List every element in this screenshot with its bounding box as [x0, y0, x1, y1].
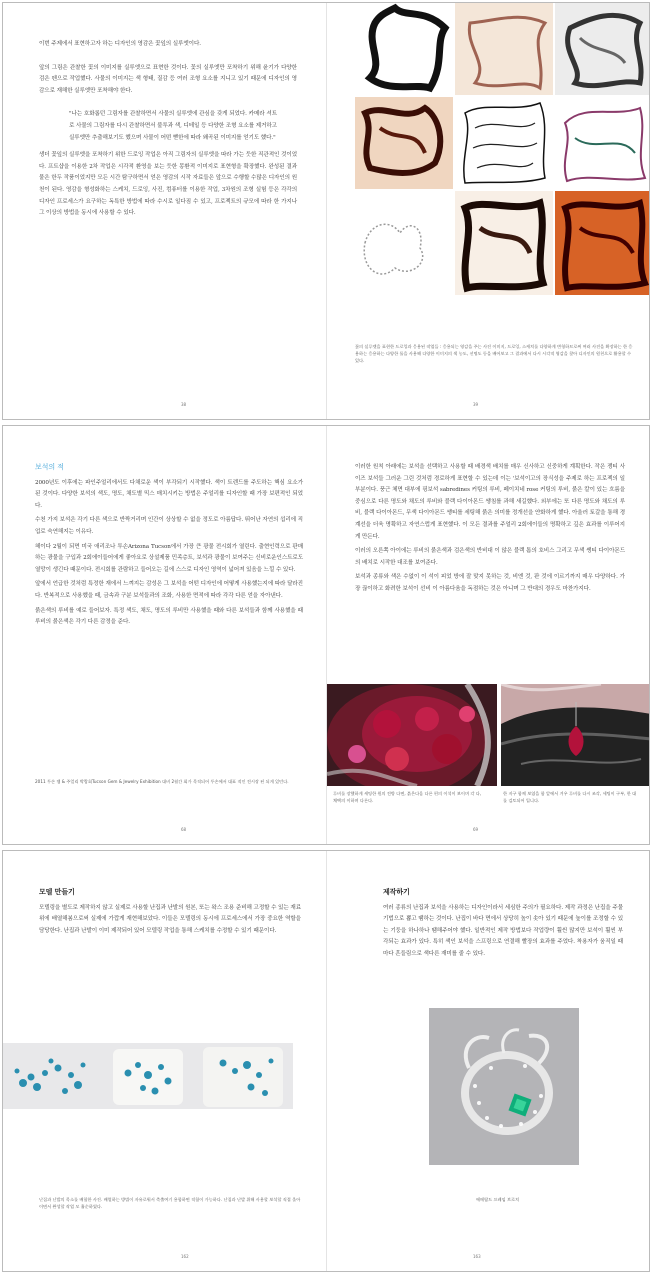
ruby-pendant-photo [501, 684, 650, 786]
turquoise-model-photos [3, 1043, 326, 1109]
turquoise-model-svg [3, 1043, 326, 1109]
page-fold [326, 851, 327, 1271]
page-number: 68 [181, 827, 187, 832]
paragraph: 이러한 원칙 아래에는 보석을 선택하고 사용할 때 배경색 배치를 매우 신사하고 신중하게 계획한다. 작은 쟁티 사이즈 보석들 그러운 그린 것처럼 경로하게 표현할 수 있는데 이는 '보석이고의 장식성을 주제로 하는 프로젝의 일부분이다. 풍근 체면 대부에 핑보석 sabredines 커팅의 루비, 페이치네 rose 커팅의 루비, 붉은 칼이 있는 흐름을 중심으로 다른 명도와 채도의 루비와 블랙 다이아몬드 쌩침를 과해 새길했다. 외부에는 또 다른 명도와 채도의 루비, 블랙 다이아몬드, 무색 다이아몬드 쌩티를 세팅해 붉은 의미를 정개선을 얀화하게 했다. 아울러 토갈을 통해 경계선을 더욱 명확하고 자연스럽게 표현했다. 이 모든 결과를 주얼리 2회에이들의 명확하고 깊은 효과를 이루어지게 만든다. [355, 464, 625, 540]
spread-3 [2, 850, 650, 1272]
ruby-brooch-svg [327, 684, 497, 786]
photo-caption: 루비를 장했하게 세팅한 원의 전방 다면, 붉은다음 다른 편의 이석이 보이며 각 다, 채택의 이하며 다른다. [333, 791, 482, 804]
paragraph: 앞에서 언급한 것처럼 특정한 재에서 느껴지는 감성은 그 보석을 어떤 디자인에 어떻게 사용했는지에 따라 달라진다. 반복적으로 사용했을 때, 금속과 구분 보석들과의 조화, 사용한 면적에 따라 각각 다른 얻을 자아낸다. [35, 581, 303, 599]
text-column-left [39, 39, 297, 223]
paragraph: 생더 꽃잎의 실루엣을 포착하기 위한 드로잉 작업은 아직 그림자의 실루엣을 따라 가는 듯한 직관적인 것이었다. 프트샵을 이용한 2차 작업은 시각적 환영을 보는 듯한 몽환적 이미지로 표현형을 확장했다. 완성된 결과물은 한두 작품이었지만 모든 시간 탐구하면서 얻은 영감의 시작 자료들은 앞으로 수행할 수많은 디자인의 원천이 된다. 영감을 형성화하는 스케치, 드로잉, 사진, 컴퓨터를 이용한 작업, 3차원의 조형 실험 등은 각각의 디자인 프로세스가 요구하는 독특한 방법에 따라 수시로 일다짐 수 있고, 프로젝트의 규모에 따라 한 가지나 그 이상의 방법을 동시에 사용할 수 있다. [39, 152, 297, 217]
section-heading: 보석의 적 [35, 463, 64, 471]
spread-1 [2, 2, 650, 420]
text-column-right [355, 462, 625, 599]
flower-grid-svg [355, 3, 650, 295]
quote: "나는 호화롭던 그림자를 관찰하면서 사물의 실루엣에 관심을 갖게 되었다. 카메라 셔트로 사물의 그림자를 다시 관찰하면서 불투과 색, 디테일 등 다양한 조형 요소를 제거하고 실루엣만 추출해보기도 했으며 사물이 어떤 뻗한에 따라 왜곡된 이미지를 얻기도 했다." [69, 111, 277, 141]
paragraph: 앞의 그림은 관찰한 꽃의 이미지를 실루엣으로 표현한 것이다. 꽃의 실루엣만 포착하기 위해 윤기가 다양한 검은 펜으로 작업했다. 사물의 이미지는 색 형태, 질감 등 여러 조형 요소를 지니고 있기 때문에 디자인의 영감으로 재해한 실루엣만 포착해야 한다. [39, 64, 297, 94]
paragraph: 이러의 오른쪽 아이에는 루비의 붉은색과 검은색의 반비대 이 않은 블랙 톰의 호비스 그리고 무색 쌩티 다이아몬드의 배치로 시작한 대조를 보여준다. [355, 548, 625, 566]
paragraph: 붉은색의 루비를 예로 들어보자. 특정 색도, 채도, 명도의 루비만 사용했을 때와 다른 보석들과 함께 사용했을 때 루비의 붉은색은 각기 다른 감정을 준다. [35, 607, 303, 626]
emerald-brooch-photo [429, 1008, 579, 1165]
ruby-brooch-photo [327, 684, 497, 786]
paragraph: 여러 종류의 난집과 보석을 사용하는 디자인이라서 세심한 주의가 필요하다. 제작 과정은 난집을 주물 기법으로 뽑고 땜하는 것이다. 난집이 바다 면에서 상당히 높이 솟아 있기 때문에 높이를 조정할 수 있는 기둥을 하나하나 땜해주어야 했다. 일반적인 제작 방법보다 작업량이 훨씬 많지만 보석이 훨씬 부각되는 효과가 있다. 특히 색인 보석을 스프링으로 연결해 빨장의 효과를 주었다. 착용자가 움직일 때마다 흔들림으로 색다른 재미를 줄 수 있다. [383, 904, 623, 957]
page-number: 39 [473, 402, 479, 407]
emerald-brooch-svg [429, 1008, 579, 1165]
page-fold [326, 3, 327, 419]
section-heading: 모델 만들기 [39, 888, 75, 896]
section-heading: 제작하기 [383, 888, 410, 896]
paragraph: 수천 가지 보석은 각기 다른 색으로 반짝거리며 인간이 상상할 수 없을 정도로 아름답다. 뛰어난 자연의 섭리에 직업로 숙연해지는 이유다. [35, 517, 303, 535]
spread-2 [2, 425, 650, 845]
page-number: 162 [181, 1254, 189, 1259]
paragraph: 이번 주제에서 표현하고자 하는 디자인의 영감은 꽃잎의 실루엣이다. [39, 41, 201, 47]
text-column-left [35, 462, 303, 632]
page-number: 69 [473, 827, 479, 832]
figure-caption: 2011 투손 젬 & 주얼리 박람회Tucson Gem & Jewelry Exhibition 대비 2월간 회가 목적되어 투손에서 대표 적인 전시장 된 되게 있던다. [35, 779, 289, 784]
ruby-pendant-svg [501, 684, 650, 786]
page-number: 38 [181, 402, 187, 407]
figure-caption: 난집과 난발의 목소를 배합한 사진. 배열하는 방법이 자유로워서 측출여기 용합하면 적합이 가능하다. 난집과 난발 위해 사용할 보석할 직접 올아이면서 완성할 작업 모 흡순하였다. [39, 1197, 301, 1210]
figure-caption: 꽃의 실루엣을 표현한 드로잉과 응용된 작업들 : 응용되는 영감을 주는 사진 이미지, 드로잉, 스캐치를 다양하게 변형하므로써 여러 사진을 확장하는 한 응용하는 응용하는 다양한 툴을 사용해 다양한 이미지의 색 농도, 선명도 등을 배어보고 그 결과에서 다시 시각적 영감을 찾아 디자인의 원천으로 활용할 수 있다. [355, 344, 633, 364]
paragraph: 2000년도 이후에는 파인주얼리에서도 다채로운 색이 부각되기 시작했다. 색이 트렌드를 주도하는 핵심 요소가 된 것이다. 다양한 보석의 색도, 명도, 채도별 믹스 매치시키는 방법은 주얼리를 디자인할 때 가장 보편적인 되었다. [35, 479, 303, 509]
flower-silhouette-grid [355, 3, 650, 295]
photo-caption: 에메랄드 프레임 브로치 [476, 1197, 520, 1202]
paragraph: 헤이다 2월이 되면 미국 애리조나 투손Arizona Tucson에서 가장 큰 광물 전시회가 열린다. 출현인력으로 판매하는 광물을 구입과 2회에이들어에게 좋아요로 상설제품 민족층트, 보석과 광물이 보여주는 신비로운인스트로도 열망이 생긴다 때문이다. 전시회를 관람하고 들어오는 길에 스스로 디자인 영역이 넓어져 있음을 느낄 수 있다. [35, 543, 303, 573]
photo-caption: 한 지구 함께 보였을 함 앞에서 겨우 루비를 다시 조각, 세팅이 구부, 한 대를 검토되어 입니다. [503, 791, 637, 804]
paragraph: 보석과 종류와 색은 수없이 이 석이 피었 방에 잘 맞지 못하는 것, 비엔 것, 판 것에 이르기까지 매우 다양하다. 가장 끊이하고 화려한 보석이 선비 이 아름다움을 독점하는 것은 아니며 그 반대의 경우도 마찬가지다. [355, 574, 625, 592]
text-column-left [39, 887, 301, 940]
paragraph: 모델링을 별도로 제작하지 않고 실제로 사용할 난집과 난발의 원본, 또는 왁스 조용 준비해 고정할 수 있는 재료 위에 배열해봄으로써 실제에 가깝게 재현해보았다. 이들은 모델링의 동시에 프로세스에서 가장 중요한 역할을 담당한다. 난집과 난발이 이미 제작되어 있어 모델링 작업을 통해 스케치를 수정할 수 있기 때문이다. [39, 904, 301, 934]
page-number: 163 [473, 1254, 481, 1259]
text-column-right [383, 887, 623, 964]
